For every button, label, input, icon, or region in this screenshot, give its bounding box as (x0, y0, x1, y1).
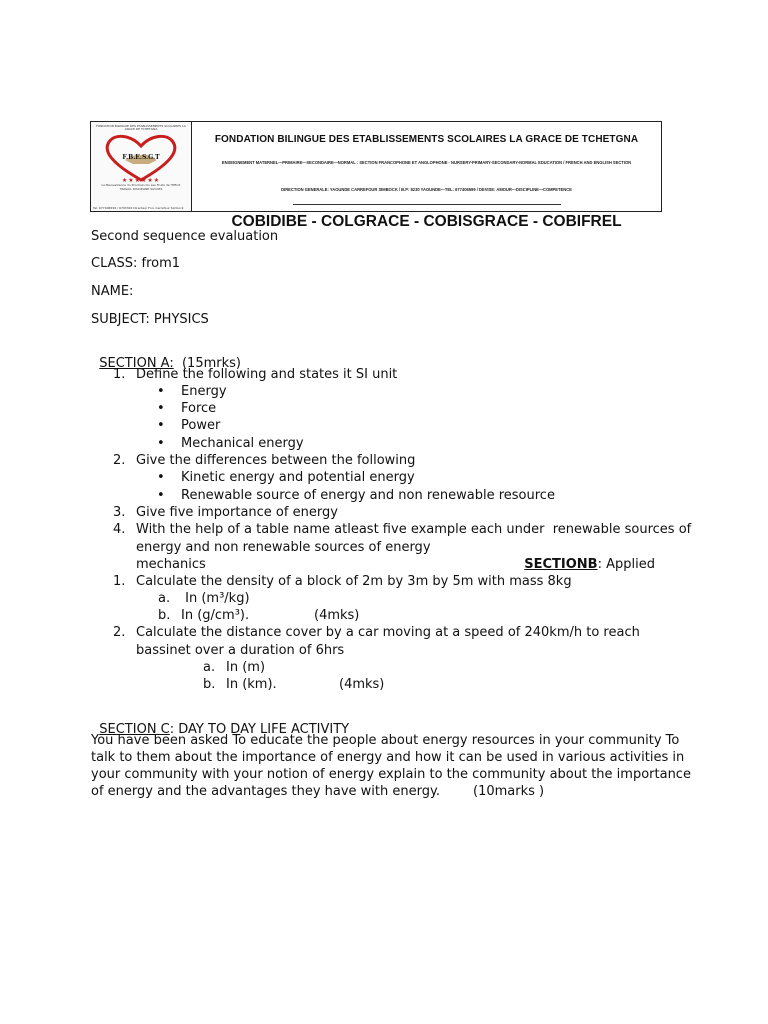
evaluation-title: Second sequence evaluation (91, 229, 279, 244)
bullet-icon: • (157, 436, 165, 451)
direction-contact: DIRECTION GENERALE: YAOUNDE CARREFOUR SIMBOCK / B.P: 8230 YAOUNDE—TEL: 677406599 / DEVISE: AMOUR—DISCIPLINE—COMPETENCE (281, 187, 572, 192)
b-q1-a-label: a. (158, 591, 171, 606)
letterhead-text (192, 122, 661, 230)
a-q1-item: Energy (181, 384, 227, 399)
section-a-marks: (15mrks) (173, 356, 241, 371)
bullet-icon: • (157, 488, 165, 503)
b-q1-marks: (4mks) (314, 608, 360, 623)
b-q2-a-text: In (m) (226, 660, 266, 675)
section-c-heading: SECTION C (99, 722, 170, 737)
section-c-paragraph-line: of energy and the advantages they have with energy. (10marks ) (91, 784, 545, 799)
header-divider (293, 204, 561, 205)
subject-line: SUBJECT: PHYSICS (91, 312, 209, 327)
section-b-heading: SECTIONB (524, 557, 598, 572)
education-levels: ENSEIGNEMENT MATERNEL—PRIMAIRE—SECONDAIRE—NORMAL : SECTION FRANCOPHONE ET ANGLOPHONE - NURSERY-PRIMARY-SECONDARY-NORMAL EDUCATION / FRENCH AND ENGLISH SECTION (221, 160, 632, 165)
section-b-title-cont: mechanics (136, 557, 206, 572)
b-q2-text-line2: bassinet over a duration of 6hrs (136, 643, 345, 658)
heart-handshake-icon (101, 133, 181, 183)
b-q1-a-text: In (m³/kg) (181, 591, 250, 606)
a-q4-text-line1: With the help of a table name atleast five example each under renewable sources of (136, 522, 692, 537)
name-line: NAME: (91, 284, 134, 299)
section-c-title-rest: : DAY TO DAY LIFE ACTIVITY (169, 722, 350, 737)
a-q2-item: Renewable source of energy and non renewable resource (181, 488, 555, 503)
school-codes: COBIDIBE - COLGRACE - COBISGRACE - COBIFREL (231, 213, 622, 230)
bullet-icon: • (157, 401, 165, 416)
b-q1-number: 1. (113, 574, 126, 589)
school-logo (91, 122, 192, 211)
b-q1-text: Calculate the density of a block of 2m by 3m by 5m with mass 8kg (136, 574, 572, 589)
b-q1-b-label: b. (158, 608, 171, 623)
a-q4-text-line2: energy and non renewable sources of energy (136, 540, 431, 555)
b-q2-b-text: In (km). (226, 677, 277, 692)
section-c-paragraph-line: talk to them about the importance of energy and how it can be used in various activities in (91, 750, 685, 765)
b-q2-text-line1: Calculate the distance cover by a car moving at a speed of 240km/h to reach (136, 625, 640, 640)
school-letterhead (90, 121, 662, 230)
b-q2-b-label: b. (203, 677, 216, 692)
b-q2-number: 2. (113, 625, 126, 640)
b-q1-b-text: In (g/cm³). (181, 608, 250, 623)
logo-bottom-text: La Bienveillance du Prochain Ou Les Fruits de l'Effort (101, 183, 181, 187)
logo-abbreviation: F.B.E.S.G.T (122, 154, 160, 161)
a-q3-number: 3. (113, 505, 126, 520)
bullet-icon: • (157, 470, 165, 485)
section-b-title (516, 539, 655, 573)
a-q2-item: Kinetic energy and potential energy (181, 470, 415, 485)
a-q2-number: 2. (113, 453, 126, 468)
a-q3-text: Give five importance of energy (136, 505, 338, 520)
a-q1-item: Power (181, 418, 221, 433)
b-q2-a-label: a. (203, 660, 216, 675)
class-line: CLASS: from1 (91, 256, 181, 271)
school-name: FONDATION BILINGUE DES ETABLISSEMENTS SCOLAIRES LA GRACE DE TCHETGNA (214, 134, 639, 145)
section-c-paragraph-line: You have been asked To educate the people about energy resources in your community To (91, 733, 680, 748)
a-q4-number: 4. (113, 522, 126, 537)
section-b-title-rest: : Applied (597, 557, 655, 572)
logo-footer: Tel: 677406599 / 6793322 Directeur Fon. Carrefour Simbock (93, 207, 184, 210)
a-q1-item: Mechanical energy (181, 436, 304, 451)
b-q2-marks: (4mks) (339, 677, 385, 692)
logo-motto: TRAVAIL DISCIPLINE SUCCES (119, 186, 163, 191)
bullet-icon: • (157, 418, 165, 433)
logo-top-text: FONDATION BILINGUE DES ETABLISSEMENTS SCOLAIRES LA GRACE DE TCHETGNA (96, 124, 186, 131)
a-q1-item: Force (181, 401, 217, 416)
a-q1-text: Define the following and states it SI unit (136, 367, 398, 382)
bullet-icon: • (157, 384, 165, 399)
a-q1-number: 1. (113, 367, 126, 382)
section-c-paragraph-line: your community with your notion of energy explain to the community about the importance (91, 767, 691, 782)
section-a-heading: SECTION A: (99, 356, 174, 371)
a-q2-text: Give the differences between the following (136, 453, 416, 468)
logo-stars: ★★★★★★ (121, 177, 161, 184)
